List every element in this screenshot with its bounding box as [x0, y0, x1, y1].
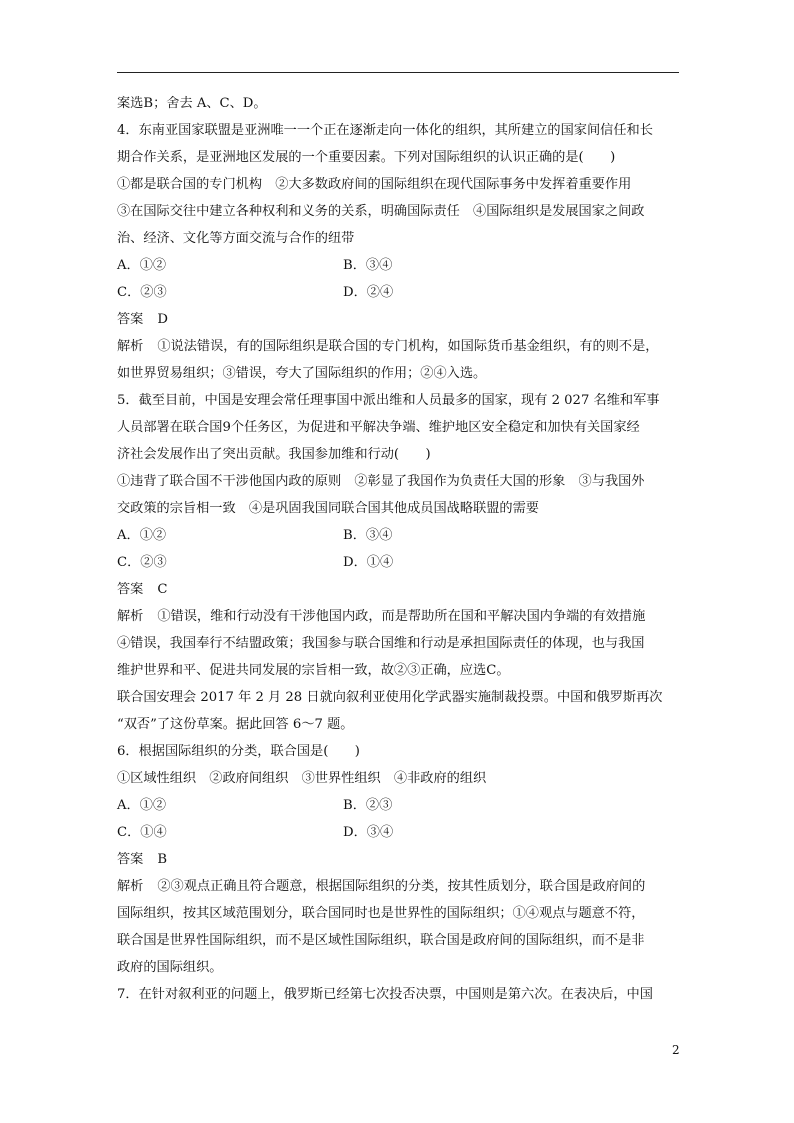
document-body [117, 90, 682, 1008]
option-c: C．①④ [117, 825, 167, 840]
question-6-stem: 6．根据国际组织的分类，联合国是( ) [117, 744, 360, 759]
question-5-analysis: ④错误，我国奉行不结盟政策；我国参与联合国维和行动是承担国际责任的体现，也与我国 [117, 636, 645, 651]
question-5-stem: 5．截至目前，中国是安理会常任理事国中派出维和人员最多的国家，现有 2 027 名维和军事 [117, 393, 660, 408]
question-4-options [117, 279, 682, 306]
question-6-options [117, 792, 682, 819]
question-5-answer [117, 576, 682, 603]
option-b: B．③④ [343, 528, 393, 543]
question-6-options [117, 819, 682, 846]
option-a: A．①② [117, 528, 167, 543]
answer-value: D [157, 312, 168, 327]
question-6-analysis: 联合国是世界性国际组织，而不是区域性国际组织，联合国是政府间的国际组织，而不是非 [117, 933, 645, 948]
question-4-items: ①都是联合国的专门机构 ②大多数政府间的国际组织在现代国际事务中发挥着重要作用 [117, 177, 632, 192]
analysis-label: 解析 [117, 879, 144, 894]
question-4-stem: 4．东南亚国家联盟是亚洲唯一一个正在逐渐走向一体化的组织，其所建立的国家间信任和长 [117, 123, 653, 138]
question-5-stem: 人员部署在联合国9个任务区，为促进和平解决争端、维护地区安全稳定和加快有关国家经 [117, 420, 640, 435]
question-6-answer [117, 846, 682, 873]
question-5-analysis [117, 603, 682, 630]
analysis-text: ②③观点正确且符合题意，根据国际组织的分类，按其性质划分，联合国是政府间的 [157, 879, 646, 894]
question-6-analysis: 政府的国际组织。 [117, 960, 223, 975]
question-4-analysis: 如世界贸易组织；③错误，夸大了国际组织的作用；②④入选。 [117, 366, 487, 381]
material-intro: 联合国安理会 2017 年 2 月 28 日就向叙利亚使用化学武器实施制裁投票。中国和俄罗斯再次 [117, 690, 663, 705]
question-5-options [117, 522, 682, 549]
material-intro: “双否”了这份草案。据此回答 6～7 题。 [117, 717, 354, 732]
answer-label: 答案 [117, 582, 144, 597]
option-b: B．③④ [343, 258, 393, 273]
answer-label: 答案 [117, 312, 144, 327]
option-d: D．②④ [343, 285, 394, 300]
question-4-answer [117, 306, 682, 333]
answer-label: 答案 [117, 852, 144, 867]
question-5-items: ①违背了联合国不干涉他国内政的原则 ②彰显了我国作为负责任大国的形象 ③与我国外 [117, 474, 645, 489]
question-4-analysis [117, 333, 682, 360]
question-4-items: 治、经济、文化等方面交流与合作的纽带 [117, 231, 355, 246]
question-5-options [117, 549, 682, 576]
text-line: 案选B；舍去 A、C、D。 [117, 96, 267, 111]
analysis-label: 解析 [117, 339, 144, 354]
question-5-stem: 济社会发展作出了突出贡献。我国参加维和行动( ) [117, 447, 431, 462]
question-6-analysis: 国际组织，按其区域范围划分，联合国同时也是世界性的国际组织；①④观点与题意不符， [117, 906, 645, 921]
option-c: C．②③ [117, 555, 167, 570]
question-5-analysis: 维护世界和平、促进共同发展的宗旨相一致，故②③正确，应选C。 [117, 663, 510, 678]
question-4-stem: 期合作关系，是亚洲地区发展的一个重要因素。下列对国际组织的认识正确的是( ) [117, 150, 616, 165]
question-6-analysis [117, 873, 682, 900]
answer-value: C [157, 582, 168, 597]
option-a: A．①② [117, 798, 167, 813]
question-5-items: 交政策的宗旨相一致 ④是巩固我国同联合国其他成员国战略联盟的需要 [117, 501, 539, 516]
analysis-label: 解析 [117, 609, 144, 624]
option-b: B．②③ [343, 798, 393, 813]
page-number: 2 [672, 1043, 680, 1057]
question-4-items: ③在国际交往中建立各种权利和义务的关系，明确国际责任 ④国际组织是发展国家之间政 [117, 204, 645, 219]
answer-value: B [157, 852, 168, 867]
question-7-stem: 7．在针对叙利亚的问题上，俄罗斯已经第七次投否决票，中国则是第六次。在表决后，中国 [117, 987, 653, 1002]
question-4-options [117, 252, 682, 279]
header-rule [117, 72, 679, 73]
option-d: D．①④ [343, 555, 394, 570]
option-c: C．②③ [117, 285, 167, 300]
analysis-text: ①错误，维和行动没有干涉他国内政，而是帮助所在国和平解决国内争端的有效措施 [157, 609, 646, 624]
option-d: D．③④ [343, 825, 394, 840]
option-a: A．①② [117, 258, 167, 273]
question-6-items: ①区域性组织 ②政府间组织 ③世界性组织 ④非政府的组织 [117, 771, 487, 786]
analysis-text: ①说法错误，有的国际组织是联合国的专门机构，如国际货币基金组织，有的则不是， [157, 339, 659, 354]
